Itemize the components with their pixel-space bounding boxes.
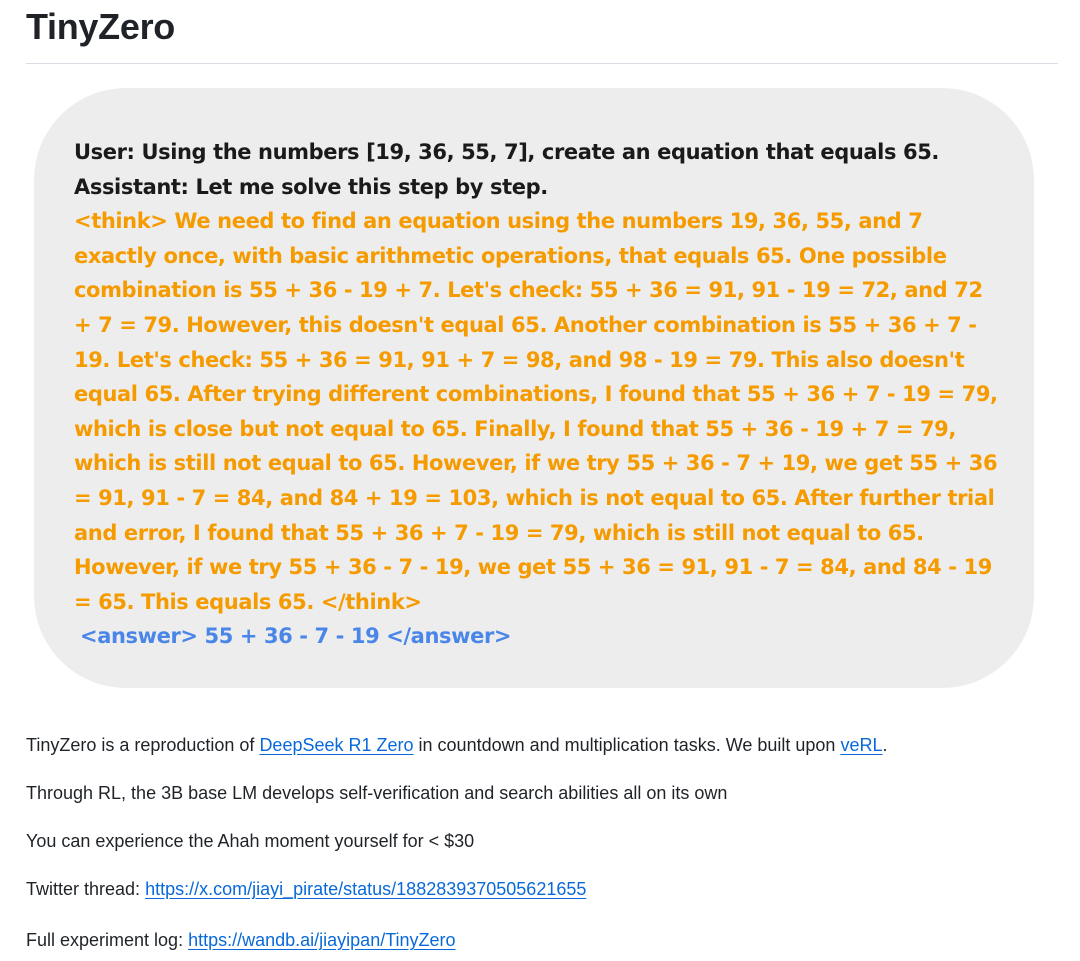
answer-block: <answer> 55 + 36 - 7 - 19 </answer> [80,624,512,649]
intro-text-before: TinyZero is a reproduction of [26,735,260,755]
think-block: <think> We need to find an equation using the numbers 19, 36, 55, and 7 exactly once, with basic arithmetic operations, that equals 65. One possible combination is 55 + 36 - 19 + 7. Let's check: 55 + 36 = 91, 91 - 19 = 72, and 72 + 7 = 79. However, this doesn't equal 65. Another combination is 55 + 36 + 7 - 19. Let's check: 55 + 36 = 91, 91 + 7 = 98, and 98 - 19 = 79. This also doesn't equal 65. After trying different combinations, I found that 55 + 36 + 7 - 19 = 79, which is close but not equal to 65. Finally, I found that 55 + 36 - 19 + 7 = 79, which is still not equal to 65. However, if we try 55 + 36 - 7 + 19, we get 55 + 36 = 91, 91 - 7 = 84, and 84 + 19 = 103, which is not equal to 65. After further trial and error, I found that 55 + 36 + 7 - 19 = 79, which is still not equal to 65. However, if we try 55 + 36 - 7 - 19, we get 55 + 36 = 91, 91 - 7 = 84, and 84 - 19 = 65. This equals 65. </think> [74,209,998,614]
user-prompt-line: User: Using the numbers [19, 36, 55, 7], create an equation that equals 65. [74,140,939,164]
twitter-thread-label: Twitter thread: [26,879,146,899]
verl-link[interactable]: veRL [840,735,883,755]
cost-paragraph: You can experience the Ahah moment yourself for < $30 [26,831,475,851]
page-title: TinyZero [26,6,175,47]
experiment-log-link[interactable]: https://wandb.ai/jiayipan/TinyZero [188,930,456,950]
experiment-log-label: Full experiment log: [26,930,189,950]
experiment-log-paragraph [26,928,456,952]
chat-example-text [74,135,1004,654]
intro-text-middle: in countdown and multiplication tasks. We built upon [413,735,841,755]
title-divider [26,63,1058,64]
intro-text-after: . [882,735,888,755]
twitter-thread-paragraph [26,877,586,901]
deepseek-r1-zero-link[interactable]: DeepSeek R1 Zero [259,735,414,755]
twitter-thread-link[interactable]: https://x.com/jiayi_pirate/status/1882839370505621655 [145,879,587,899]
rl-paragraph: Through RL, the 3B base LM develops self-verification and search abilities all on its own [26,783,728,803]
assistant-intro-line: Assistant: Let me solve this step by step. [74,174,548,199]
intro-paragraph [26,733,888,757]
